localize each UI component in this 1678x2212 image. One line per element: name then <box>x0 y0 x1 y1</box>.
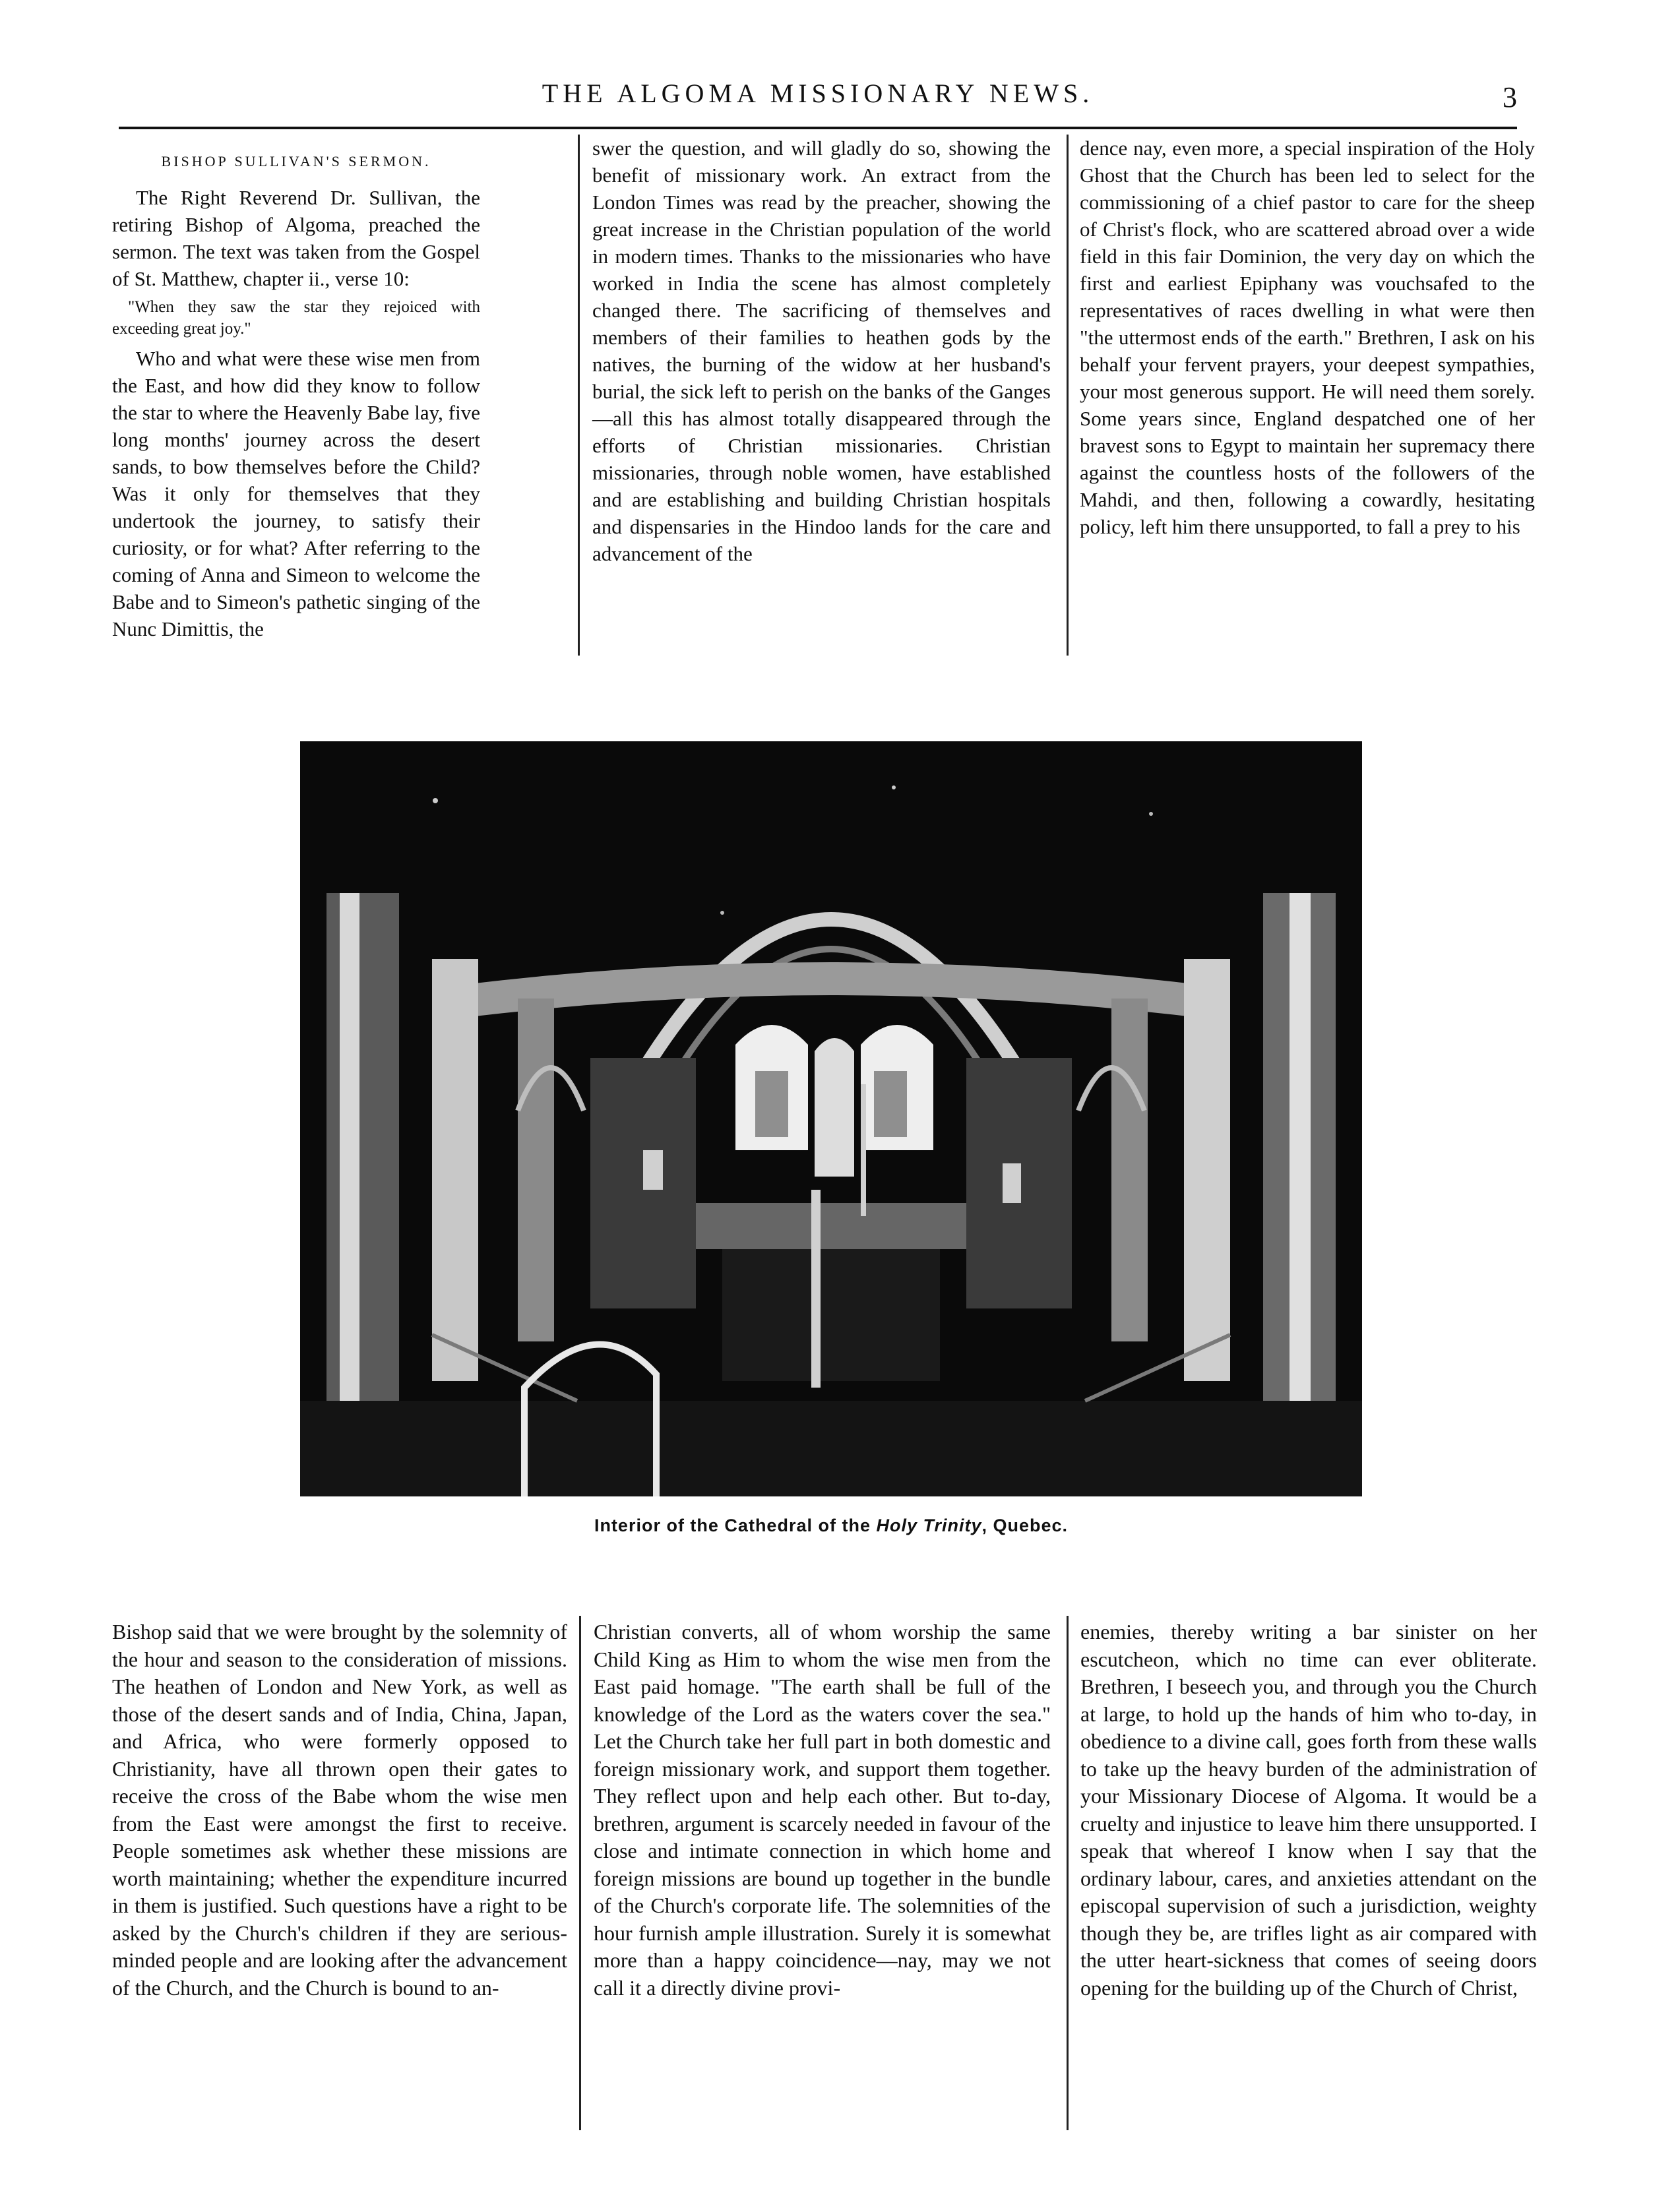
photo-caption <box>300 1516 1362 1536</box>
caption-text: Interior of the Cathedral of the <box>594 1516 877 1535</box>
column-divider <box>579 1616 581 2130</box>
bottom-column-1 <box>112 1618 567 2002</box>
article-heading: BISHOP SULLIVAN'S SERMON. <box>161 153 431 169</box>
paragraph: dence nay, even more, a special inspiration of the Holy Ghost that the Church has been led to select for the commissioning of a chief pastor to care for the sheep of Christ's flock, who are scattered abroad over a wide field in this fair Dominion, the very day on which the first and earliest Epiphany was vouchsafed to the representatives of races dwelling in what were then "the uttermost ends of the earth." Brethren, I ask on his behalf your fervent prayers, your deepest sympathies, your most generous support. He will need them sorely. Some years since, England despatched one of her bravest sons to Egypt to maintain her supremacy there against the countless hosts of the followers of the Mahdi, and then, following a cowardly, hesitating policy, left him there unsupported, to fall a prey to his <box>1080 137 1535 538</box>
paragraph: Who and what were these wise men from the East, and how did they know to follow the star to where the Heavenly Babe lay, five long months' journey across the desert sands, to bow themselves before the Child? Was it only for themselves that they undertook the journey, to satisfy their curiosity, or for what? After referring to the coming of Anna and Simeon to welcome the Babe and to Simeon's pathetic singing of the Nunc Dimittis, the <box>112 347 480 640</box>
newspaper-title: THE ALGOMA MISSIONARY NEWS. <box>542 78 1094 108</box>
page-number: 3 <box>1503 81 1517 113</box>
paragraph: Christian converts, all of whom worship the same Child King as Him to whom the wise men from the East paid homage. "The earth shall be full of the knowledge of the Lord as the waters cover the sea." Let the Church take her full part in both domestic and foreign missionary work, and support them together. They reflect upon and help each other. But to-day, brethren, argument is scarcely needed in favour of the close and intimate connection in which home and foreign missions are bound up together in the bundle of the Church's corporate life. The solemnities of the hour furnish ample illustration. Surely it is somewhat more than a happy coincidence—nay, may we not call it a directly divine provi- <box>594 1620 1051 2000</box>
paragraph: The Right Reverend Dr. Sullivan, the retiring Bishop of Algoma, preached the sermon. The text was taken from the Gospel of St. Matthew, chapter ii., verse 10: <box>112 186 480 290</box>
paragraph: enemies, thereby writing a bar sinister on her escutcheon, which no time can ever obliterate. Brethren, I beseech you, and through you the Church at large, to hold up the hands of him who to-day, in obedience to a divine call, goes forth from these walls to take up the heavy burden of the administration of your Missionary Diocese of Algoma. It would be a cruelty and injustice to leave him there unsupported. I speak that whereof I know when I say that the ordinary labour, cares, and anxieties attendant on the episcopal supervision of such a jurisdiction, weighty though they be, are trifles light as air compared with the utter heart-sickness that comes of seeing doors opening for the building up of the Church of Christ, <box>1080 1620 1537 2000</box>
bottom-column-2 <box>594 1618 1051 2002</box>
cathedral-interior-photo <box>300 741 1362 1496</box>
column-divider <box>1067 135 1069 656</box>
caption-end: , Quebec. <box>981 1516 1069 1535</box>
bottom-column-3 <box>1080 1618 1537 2002</box>
paragraph: swer the question, and will gladly do so, showing the benefit of missionary work. An extract from the London Times was read by the preacher, showing the great increase in the Christian population of the world in modern times. Thanks to the missionaries who have worked in India the scene has almost completely changed there. The sacrificing of themselves and members of their families to heathen gods by the natives, the burning of the widow at her husband's burial, the sick left to perish on the banks of the Ganges—all this has almost totally disappeared through the efforts of Christian missionaries. Christian missionaries, through noble women, have established and are establishing and building Christian hospitals and dispensaries in the Hindoo lands for the care and advancement of the <box>592 137 1051 565</box>
cathedral-illustration <box>300 741 1362 1496</box>
header-rule <box>119 127 1517 129</box>
page-header <box>119 78 1517 117</box>
column-divider <box>578 135 580 656</box>
top-column-2 <box>592 135 1051 567</box>
top-column-3 <box>1080 135 1535 540</box>
top-column-1 <box>112 146 480 642</box>
scripture-quote: "When they saw the star they rejoiced with exceeding great joy." <box>112 298 480 338</box>
paragraph: Bishop said that we were brought by the solemnity of the hour and season to the consideration of missions. The heathen of London and New York, as well as those of the desert sands and of India, China, Japan, and Africa, who were formerly opposed to Christianity, have all thrown open their gates to receive the cross of the Babe whom the wise men from the East were amongst the first to receive. People sometimes ask whether these missions are worth maintaining; whether the expenditure incurred in them is justified. Such questions have a right to be asked by the Church's children if they are serious-minded people and are looking after the advancement of the Church, and the Church is bound to an- <box>112 1620 567 2000</box>
caption-italic: Holy Trinity <box>876 1516 982 1535</box>
column-divider <box>1067 1616 1069 2130</box>
